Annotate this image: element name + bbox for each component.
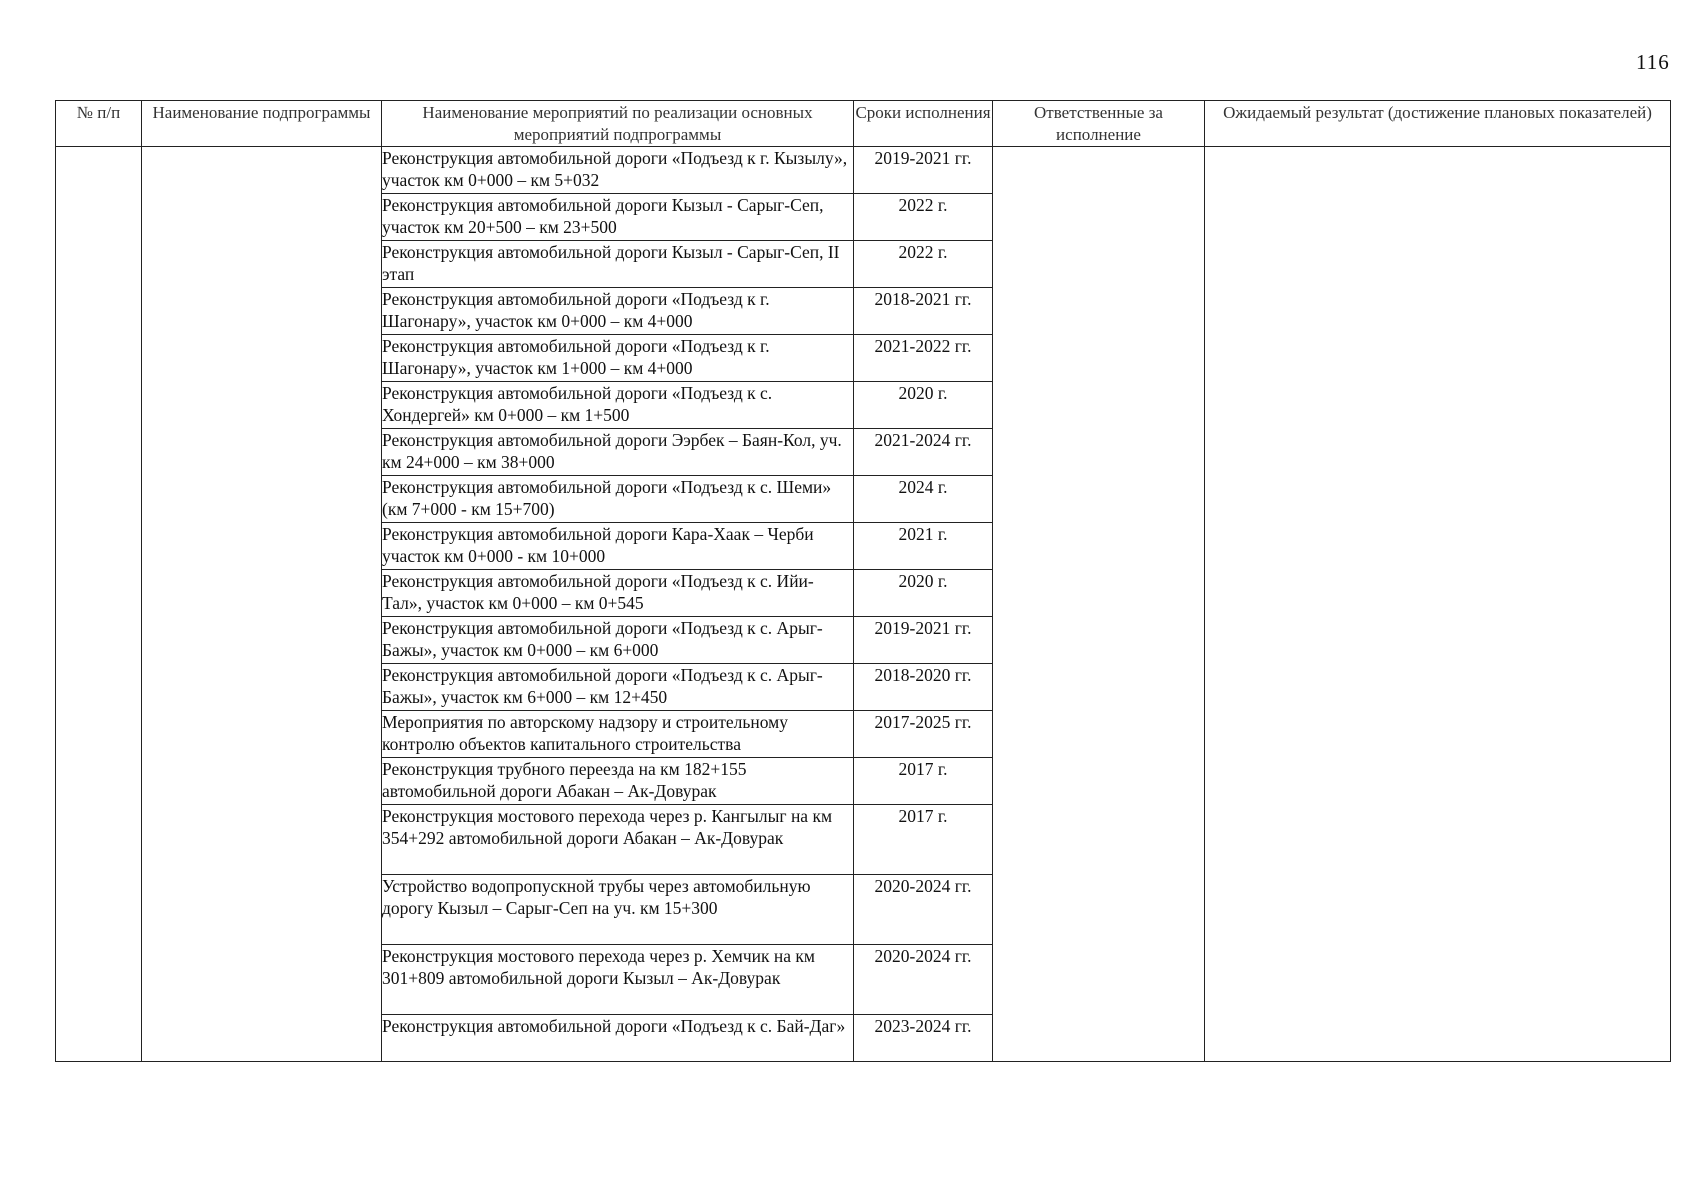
- period-cell: 2019-2021 гг.: [854, 617, 993, 664]
- measure-cell: Реконструкция автомобильной дороги «Подъезд к с. Шеми» (км 7+000 - км 15+700): [382, 476, 854, 523]
- expected-result-cell: [1205, 147, 1671, 1062]
- measure-cell: Реконструкция автомобильной дороги Кызыл - Сарыг-Сеп, II этап: [382, 241, 854, 288]
- measure-cell: Реконструкция автомобильной дороги «Подъезд к г. Шагонару», участок км 0+000 – км 4+000: [382, 288, 854, 335]
- measure-cell: Реконструкция автомобильной дороги «Подъезд к с. Бай-Даг»: [382, 1015, 854, 1062]
- period-cell: 2017 г.: [854, 805, 993, 875]
- period-cell: 2020-2024 гг.: [854, 945, 993, 1015]
- period-cell: 2022 г.: [854, 241, 993, 288]
- period-cell: 2018-2020 гг.: [854, 664, 993, 711]
- measure-cell: Реконструкция автомобильной дороги Ээрбек – Баян-Кол, уч. км 24+000 – км 38+000: [382, 429, 854, 476]
- period-cell: 2019-2021 гг.: [854, 147, 993, 194]
- subprogram-cell: [142, 147, 382, 1062]
- measure-cell: Реконструкция мостового перехода через р. Кангылыг на км 354+292 автомобильной дороги Абакан – Ак-Довурак: [382, 805, 854, 875]
- period-cell: 2020 г.: [854, 570, 993, 617]
- header-expected-result: Ожидаемый результат (достижение плановых показателей): [1205, 101, 1671, 147]
- measure-cell: Реконструкция мостового перехода через р. Хемчик на км 301+809 автомобильной дороги Кызыл – Ак-Довурак: [382, 945, 854, 1015]
- table-header-row: [56, 101, 1671, 147]
- measure-cell: Реконструкция автомобильной дороги «Подъезд к с. Ийи-Тал», участок км 0+000 – км 0+545: [382, 570, 854, 617]
- header-subprogram: Наименование подпрограммы: [142, 101, 382, 147]
- period-cell: 2017 г.: [854, 758, 993, 805]
- measure-cell: Реконструкция автомобильной дороги Кара-Хаак – Черби участок км 0+000 - км 10+000: [382, 523, 854, 570]
- measure-cell: Реконструкция автомобильной дороги Кызыл - Сарыг-Сеп, участок км 20+500 – км 23+500: [382, 194, 854, 241]
- responsible-cell: [993, 147, 1205, 1062]
- measure-cell: Реконструкция трубного переезда на км 182+155 автомобильной дороги Абакан – Ак-Довурак: [382, 758, 854, 805]
- period-cell: 2022 г.: [854, 194, 993, 241]
- measure-cell: Устройство водопропускной трубы через автомобильную дорогу Кызыл – Сарыг-Сеп на уч. км 15+300: [382, 875, 854, 945]
- period-cell: 2024 г.: [854, 476, 993, 523]
- period-cell: 2023-2024 гг.: [854, 1015, 993, 1062]
- page-number: 116: [1636, 50, 1670, 74]
- period-cell: 2021-2022 гг.: [854, 335, 993, 382]
- period-cell: 2020 г.: [854, 382, 993, 429]
- measure-cell: Реконструкция автомобильной дороги «Подъезд к с. Хондергей» км 0+000 – км 1+500: [382, 382, 854, 429]
- header-number: № п/п: [56, 101, 142, 147]
- table-row: [56, 147, 1671, 194]
- period-cell: 2021-2024 гг.: [854, 429, 993, 476]
- period-cell: 2018-2021 гг.: [854, 288, 993, 335]
- measure-cell: Реконструкция автомобильной дороги «Подъезд к г. Шагонару», участок км 1+000 – км 4+000: [382, 335, 854, 382]
- header-period: Сроки исполнения: [854, 101, 993, 147]
- number-cell: [56, 147, 142, 1062]
- header-responsible: Ответственные за исполнение: [993, 101, 1205, 147]
- measure-cell: Реконструкция автомобильной дороги «Подъезд к с. Арыг-Бажы», участок км 6+000 – км 12+450: [382, 664, 854, 711]
- period-cell: 2017-2025 гг.: [854, 711, 993, 758]
- measure-cell: Реконструкция автомобильной дороги «Подъезд к г. Кызылу», участок км 0+000 – км 5+032: [382, 147, 854, 194]
- program-measures-table: [55, 100, 1671, 1062]
- period-cell: 2020-2024 гг.: [854, 875, 993, 945]
- measure-cell: Реконструкция автомобильной дороги «Подъезд к с. Арыг-Бажы», участок км 0+000 – км 6+000: [382, 617, 854, 664]
- header-measures: Наименование мероприятий по реализации основных мероприятий подпрограммы: [382, 101, 854, 147]
- period-cell: 2021 г.: [854, 523, 993, 570]
- measure-cell: Мероприятия по авторскому надзору и строительному контролю объектов капитального строительства: [382, 711, 854, 758]
